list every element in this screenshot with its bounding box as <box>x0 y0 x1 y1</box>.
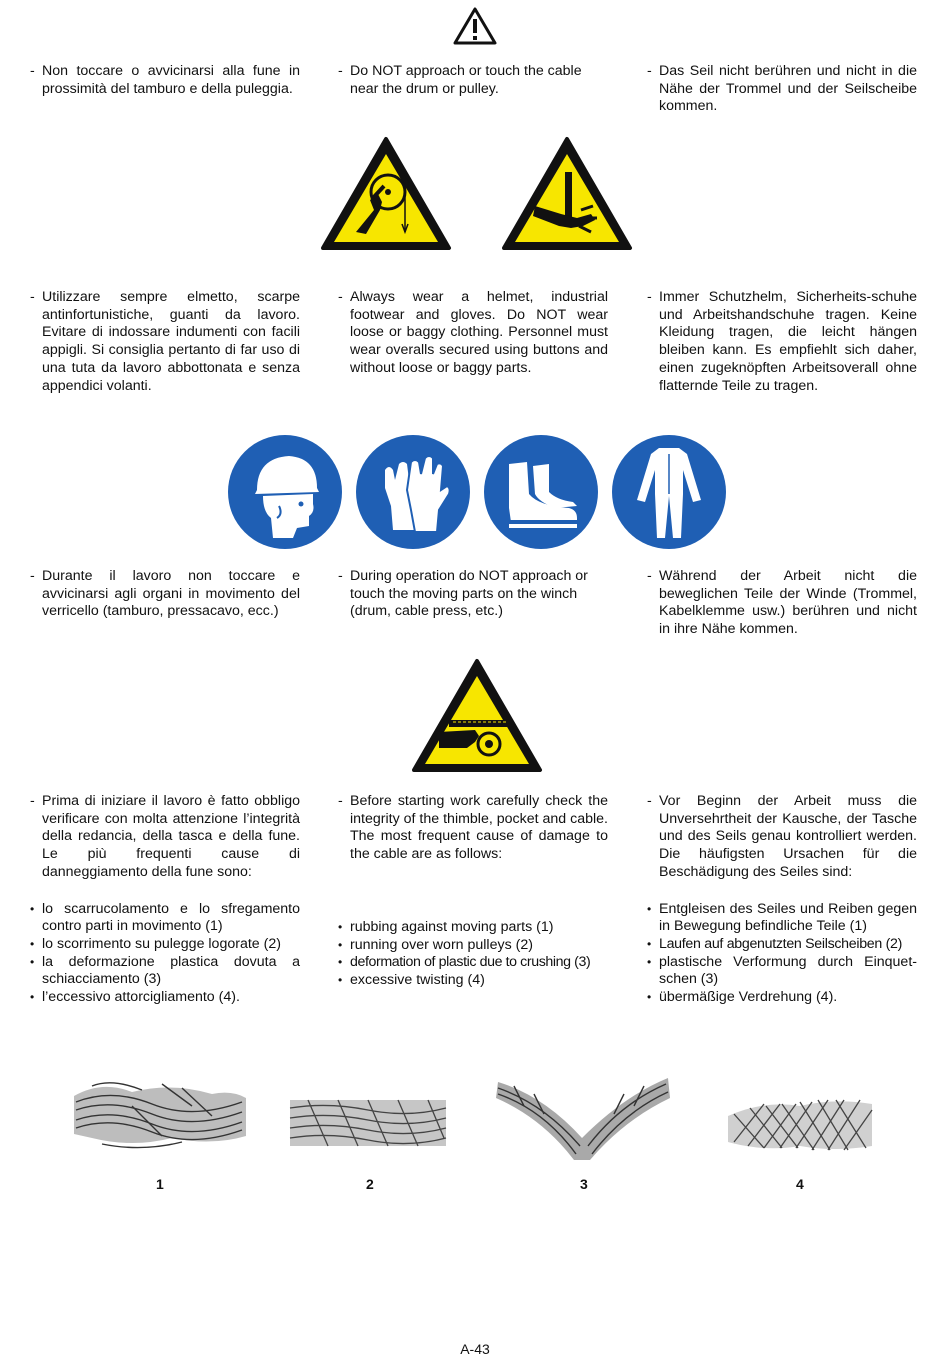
page-number: A-43 <box>460 1341 490 1357</box>
section-2-en: - Always wear a helmet, industrial footwear and gloves. Do NOT wear loose or baggy clothing. Personnel must wear overalls secured using buttons and without loose or baggy parts. <box>338 289 608 376</box>
list-item: • lo scarrucolamento e lo sfregamento contro parti in movimento (1) <box>30 900 300 935</box>
rope-label-4: 4 <box>796 1176 804 1192</box>
helmet-mandatory-icon <box>227 434 343 550</box>
section-3-en: - During operation do NOT approach or touch the moving parts on the winch (drum, cable press, etc.) <box>338 568 588 620</box>
list-item: • übermäßige Verdrehung (4). <box>647 989 838 1006</box>
section-2-de: - Immer Schutzhelm, Sicherheits-schuhe und Arbeitshandschuhe tragen. Keine Kleidung tragen, die leicht hängen bleiben kann. Es empfiehlt sich daher, einen zugeknöpften Arbeitsoverall ohne flatternde Teile zu tragen. <box>647 289 917 394</box>
list-item: • deformation of plastic due to crushing (3) <box>338 954 591 971</box>
rope-label-3: 3 <box>580 1176 588 1192</box>
list-item: • la deformazione plastica dovuta a schiacciamento (3) <box>30 953 300 988</box>
rope-damage-twisting-image <box>724 1096 876 1154</box>
section-4-en: - Before starting work carefully check the integrity of the thimble, pocket and cable. The most frequent cause of damage to the cable are as follows: • rubbing against moving parts (1) • running over worn pulleys (2) • deformation of plastic due to crushing (3) • excessive twisting (4) <box>338 793 608 988</box>
list-item: • l’eccessivo attorcigliamento (4). <box>30 989 240 1006</box>
overalls-mandatory-icon <box>611 434 727 550</box>
drum-entanglement-warning-icon <box>318 134 454 254</box>
list-item: • excessive twisting (4) <box>338 971 485 988</box>
rope-damage-worn-pulley-image <box>288 1094 448 1154</box>
rope-label-2: 2 <box>366 1176 374 1192</box>
list-item: • running over worn pulleys (2) <box>338 936 533 953</box>
section-4-it: - Prima di iniziare il lavoro è fatto obbligo verificare con molta attenzione l’integrità della redancia, della tasca e della fune. Le più frequenti cause di danneggiamento della fune sono: • lo scarrucolamento e lo sfregamento contro parti in movimento (1) • lo scorrimento su pulegge logorate (2) • la deformazione plastica dovuta a schiacciamento (3) • l’eccessivo attorcigliamento (4). <box>30 793 300 1006</box>
causes-list-en <box>338 919 608 990</box>
gloves-mandatory-icon <box>355 434 471 550</box>
hand-cutting-warning-icon <box>499 134 635 254</box>
section-3-it: - Durante il lavoro non toccare e avvicinarsi agli organi in movimento del verricello (tamburo, pressacavo, ecc.) <box>30 568 300 620</box>
section-1-de: - Das Seil nicht berühren und nicht in die Nähe der Trommel und der Seilscheibe kommen. <box>647 63 917 115</box>
causes-list-de <box>647 901 917 1007</box>
rope-damage-crushing-image <box>494 1076 672 1164</box>
list-item: • rubbing against moving parts (1) <box>338 918 554 935</box>
safety-boots-mandatory-icon <box>483 434 599 550</box>
section-1-it: - Non toccare o avvicinarsi alla fune in prossimità del tamburo e della puleggia. <box>30 63 300 97</box>
section-1-en: - Do NOT approach or touch the cable near the drum or pulley. <box>338 63 582 97</box>
rope-damage-rubbing-image <box>72 1076 248 1154</box>
warning-triangle-icon <box>452 6 498 46</box>
section-3-de: - Während der Arbeit nicht die beweglichen Teile der Winde (Trommel, Kabelklemme usw.) berühren und nicht in ihre Nähe kommen. <box>647 568 917 638</box>
list-item: • Laufen auf abgenutzten Seilscheiben (2) <box>647 935 903 952</box>
list-item: • Entgleisen des Seiles und Reiben gegen in Bewegung befindliche Teile (1) <box>647 900 917 935</box>
list-item: • plastische Verformung durch Einquet-schen (3) <box>647 953 917 988</box>
roller-crush-warning-icon <box>409 656 545 776</box>
section-4-de: - Vor Beginn der Arbeit muss die Unversehrtheit der Kausche, der Tasche und des Seils genau kontrolliert werden. Die häufigsten Ursachen für die Beschädigung des Seiles sind: • Entgleisen des Seiles und Reiben gegen in Bewegung befindliche Teile (1) • Laufen auf abgenutzten Seilscheiben (2) • plastische Verformung durch Einquet-schen (3) • übermäßige Verdrehung (4). <box>647 793 917 1006</box>
rope-label-1: 1 <box>156 1176 164 1192</box>
section-2-it: - Utilizzare sempre elmetto, scarpe antinfortunistiche, guanti da lavoro. Evitare di indossare indumenti con facili appigli. Si consiglia pertanto di far uso di una tuta da lavoro abbottonata e senza appendici volanti. <box>30 289 300 394</box>
causes-list-it <box>30 901 300 1007</box>
list-item: • lo scorrimento su pulegge logorate (2) <box>30 935 281 952</box>
